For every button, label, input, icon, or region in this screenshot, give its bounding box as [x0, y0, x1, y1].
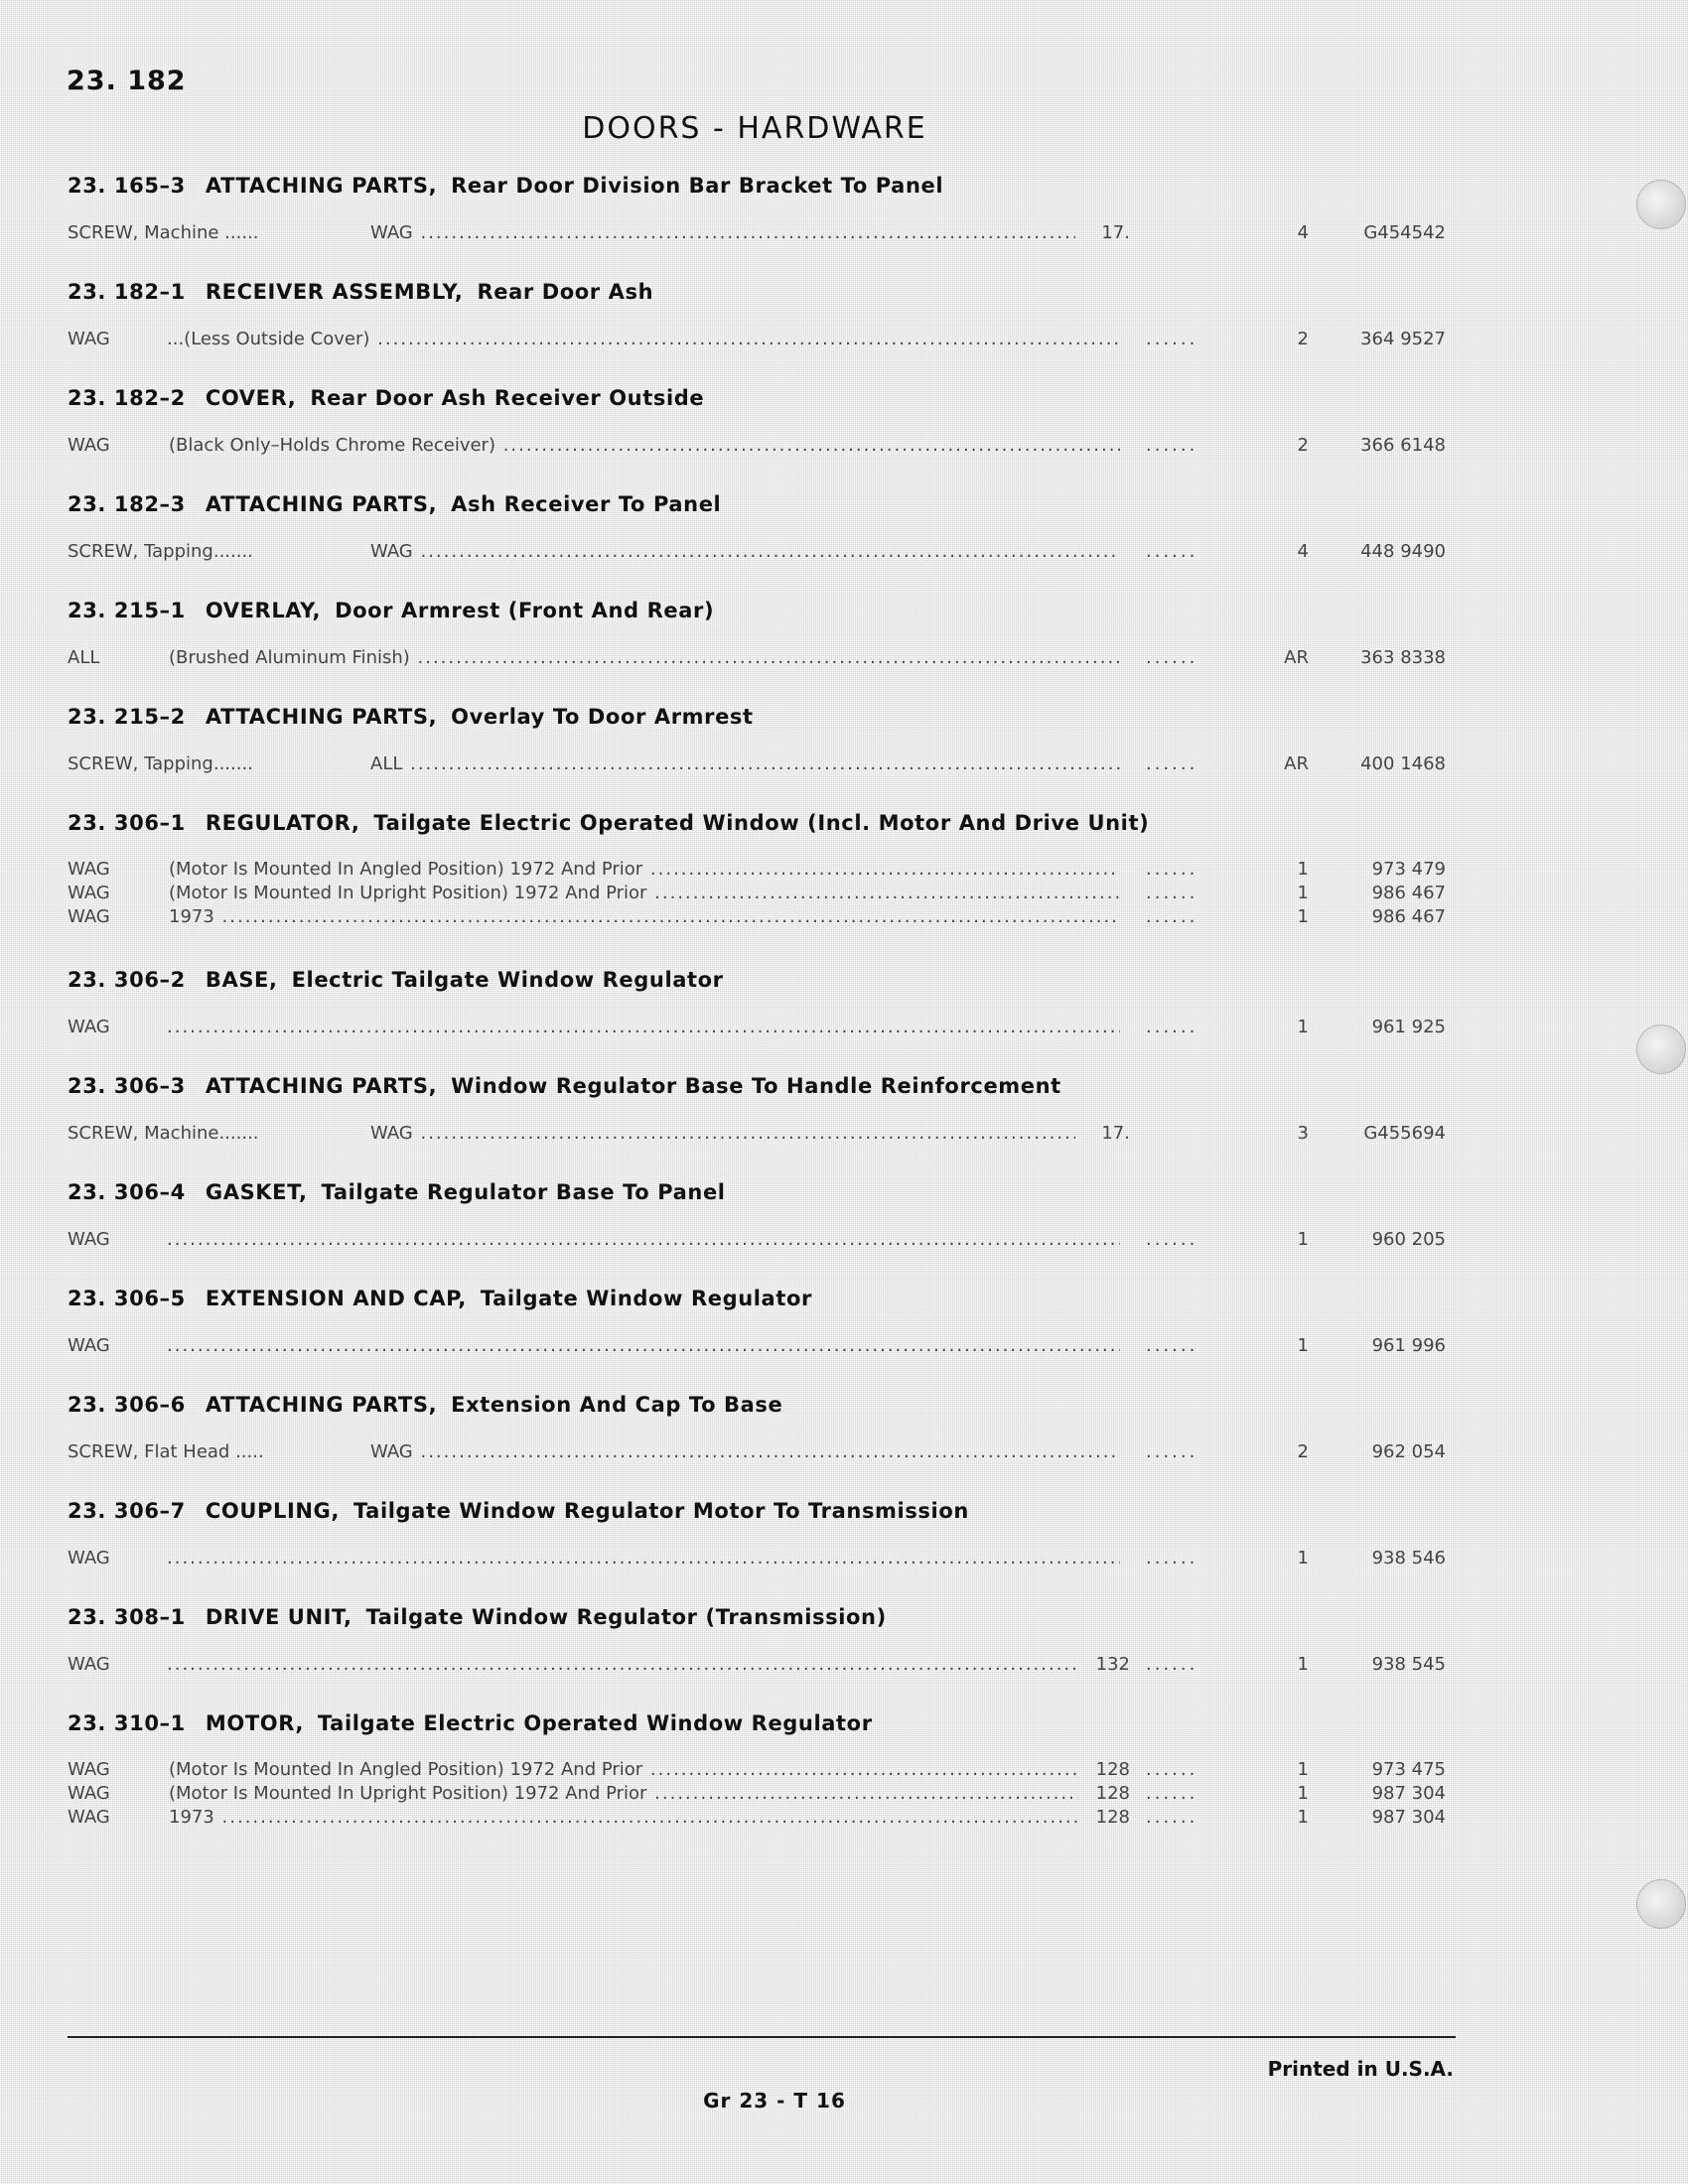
binder-hole-icon: [1636, 1879, 1686, 1929]
part-number: 987 304: [1371, 1807, 1446, 1828]
parts-group: [68, 1069, 1446, 1147]
group-number: 23. 182–1: [68, 280, 186, 304]
group-name: ATTACHING PARTS,: [205, 492, 438, 516]
quantity: 2: [1297, 1441, 1309, 1462]
group-description: Tailgate Regulator Base To Panel: [321, 1180, 726, 1204]
dots: ......: [1146, 859, 1198, 880]
model: WAG: [68, 1548, 110, 1569]
group-header: [68, 1282, 1388, 1315]
quantity: 1: [1297, 883, 1309, 903]
dots: ......: [1146, 329, 1198, 349]
group-number: 23. 306–5: [68, 1287, 186, 1310]
part-number: 938 546: [1371, 1548, 1446, 1569]
group-number: 23. 306–6: [68, 1393, 186, 1417]
group-name: COUPLING,: [205, 1499, 340, 1523]
group-description: Rear Door Ash: [477, 280, 654, 304]
part-row: [68, 1333, 1446, 1359]
quantity: AR: [1284, 753, 1309, 774]
group-number: 23. 215–2: [68, 705, 186, 729]
group-number: 23. 306–3: [68, 1074, 186, 1098]
group-number: 23. 306–2: [68, 968, 186, 992]
illustration-page: 132: [1095, 1654, 1130, 1675]
group-number: 23. 182–3: [68, 492, 186, 516]
part-number: 986 467: [1371, 906, 1446, 927]
footer-divider: [68, 2036, 1456, 2038]
parts-group: [68, 1282, 1446, 1359]
quantity: 1: [1297, 1654, 1309, 1675]
dots: ......: [1146, 1017, 1198, 1037]
part-row: [68, 433, 1446, 459]
quantity: 1: [1297, 1017, 1309, 1037]
quantity: 1: [1297, 1759, 1309, 1780]
part-number: 961 996: [1371, 1335, 1446, 1356]
group-header: [68, 1494, 1388, 1528]
part-number: 973 475: [1371, 1759, 1446, 1780]
model: WAG: [68, 435, 110, 456]
parts-group: [68, 963, 1446, 1040]
group-number: 23. 306–7: [68, 1499, 186, 1523]
description: [167, 1546, 1120, 1571]
description: WAG .....: [370, 1121, 1075, 1147]
parts-group: [68, 700, 1446, 777]
group-header: [68, 487, 1388, 521]
group-header: [68, 1069, 1388, 1103]
group-name: OVERLAY,: [205, 599, 322, 622]
group-header: [68, 806, 1388, 840]
dots: ......: [1146, 647, 1198, 668]
description: (Brushed Aluminum Finish) .....: [169, 645, 1120, 671]
part-row: [68, 1782, 1446, 1806]
part-row: [68, 645, 1446, 671]
group-description: Door Armrest (Front And Rear): [335, 599, 715, 622]
part-row: [68, 905, 1446, 929]
part-number: 962 054: [1371, 1441, 1446, 1462]
group-description: Tailgate Electric Operated Window (Incl. Motor And Drive Unit): [373, 811, 1150, 835]
part-number: 448 9490: [1360, 541, 1446, 562]
quantity: 1: [1297, 1783, 1309, 1804]
description: (Motor Is Mounted In Angled Position) 1972 And Prior .....: [169, 1758, 1078, 1782]
group-number: 23. 306–4: [68, 1180, 186, 1204]
description: (Motor Is Mounted In Upright Position) 1972 And Prior .....: [169, 882, 1120, 905]
model: WAG: [68, 329, 110, 349]
model: SCREW, Tapping.......: [68, 541, 253, 562]
group-number: 23. 215–1: [68, 599, 186, 622]
part-row: [68, 1227, 1446, 1253]
group-number: 23. 306–1: [68, 811, 186, 835]
quantity: 1: [1297, 1335, 1309, 1356]
dots: ......: [1146, 1441, 1198, 1462]
binder-hole-icon: [1636, 1024, 1686, 1074]
part-row: [68, 1121, 1446, 1147]
part-number: 960 205: [1371, 1229, 1446, 1250]
part-row: [68, 858, 1446, 882]
group-description: Window Regulator Base To Handle Reinforcement: [451, 1074, 1061, 1098]
parts-group: [68, 381, 1446, 459]
binder-hole-icon: [1636, 180, 1686, 229]
group-name: GASKET,: [205, 1180, 308, 1204]
part-number: G455694: [1363, 1123, 1446, 1144]
quantity: 2: [1297, 435, 1309, 456]
part-number: 364 9527: [1360, 329, 1446, 349]
group-header: [68, 1388, 1388, 1422]
part-row: [68, 1015, 1446, 1040]
part-row: [68, 751, 1446, 777]
description: (Motor Is Mounted In Upright Position) 1972 And Prior .....: [169, 1782, 1078, 1806]
model: ALL: [68, 647, 100, 668]
group-name: EXTENSION AND CAP,: [205, 1287, 467, 1310]
page-title: DOORS - HARDWARE: [582, 111, 927, 146]
group-number: 23. 308–1: [68, 1605, 186, 1629]
description: WAG .....: [370, 1439, 1120, 1465]
part-row: [68, 1439, 1446, 1465]
illustration-page: 17.: [1101, 222, 1130, 243]
parts-group: [68, 1600, 1446, 1678]
group-description: Rear Door Ash Receiver Outside: [310, 386, 705, 410]
dots: ......: [1146, 1335, 1198, 1356]
part-number: 400 1468: [1360, 753, 1446, 774]
parts-group: [68, 1388, 1446, 1465]
description: [167, 1333, 1120, 1359]
model: WAG: [68, 859, 110, 880]
description: (Black Only–Holds Chrome Receiver) .....: [169, 433, 1120, 459]
quantity: 1: [1297, 1807, 1309, 1828]
parts-group: [68, 1175, 1446, 1253]
group-description: Tailgate Window Regulator (Transmission): [365, 1605, 887, 1629]
group-name: ATTACHING PARTS,: [205, 1393, 438, 1417]
parts-group: [68, 275, 1446, 352]
group-description: Ash Receiver To Panel: [451, 492, 722, 516]
part-number: 961 925: [1371, 1017, 1446, 1037]
illustration-page: 128: [1095, 1807, 1130, 1828]
dots: ......: [1146, 1759, 1198, 1780]
group-number: 23. 310–1: [68, 1711, 186, 1735]
group-name: BASE,: [205, 968, 278, 992]
part-row: [68, 539, 1446, 565]
dots: ......: [1146, 1654, 1198, 1675]
part-number: 366 6148: [1360, 435, 1446, 456]
part-number: 363 8338: [1360, 647, 1446, 668]
group-description: Extension And Cap To Base: [451, 1393, 783, 1417]
description: (Motor Is Mounted In Angled Position) 1972 And Prior .....: [169, 858, 1120, 882]
group-name: REGULATOR,: [205, 811, 360, 835]
part-number: 938 545: [1371, 1654, 1446, 1675]
parts-group: [68, 1706, 1446, 1830]
dots: ......: [1146, 753, 1198, 774]
group-description: Tailgate Window Regulator: [480, 1287, 812, 1310]
group-description: Overlay To Door Armrest: [451, 705, 754, 729]
quantity: 1: [1297, 859, 1309, 880]
quantity: 1: [1297, 906, 1309, 927]
model: SCREW, Machine ......: [68, 222, 259, 243]
model: SCREW, Tapping.......: [68, 753, 253, 774]
parts-group: [68, 806, 1446, 929]
part-row: [68, 882, 1446, 905]
part-number: G454542: [1363, 222, 1446, 243]
dots: ......: [1146, 1807, 1198, 1828]
description: WAG .....: [370, 220, 1075, 246]
model: WAG: [68, 1783, 110, 1804]
description: 1973 .....: [169, 1806, 1078, 1830]
illustration-page: 17.: [1101, 1123, 1130, 1144]
quantity: 4: [1297, 222, 1309, 243]
quantity: 1: [1297, 1229, 1309, 1250]
group-description: Electric Tailgate Window Regulator: [291, 968, 724, 992]
parts-group: [68, 169, 1446, 246]
description: ...(Less Outside Cover) .....: [167, 327, 1120, 352]
description: [167, 1015, 1120, 1040]
group-header: [68, 1175, 1388, 1209]
dots: ......: [1146, 541, 1198, 562]
model: WAG: [68, 1807, 110, 1828]
group-name: ATTACHING PARTS,: [205, 1074, 438, 1098]
dots: ......: [1146, 883, 1198, 903]
part-number: 987 304: [1371, 1783, 1446, 1804]
dots: ......: [1146, 906, 1198, 927]
group-number: 23. 165–3: [68, 174, 186, 198]
part-row: [68, 327, 1446, 352]
part-row: [68, 1758, 1446, 1782]
parts-group: [68, 487, 1446, 565]
group-name: COVER,: [205, 386, 297, 410]
group-header: [68, 169, 1388, 203]
model: WAG: [68, 906, 110, 927]
quantity: 1: [1297, 1548, 1309, 1569]
quantity: 2: [1297, 329, 1309, 349]
model: WAG: [68, 1229, 110, 1250]
dots: ......: [1146, 1783, 1198, 1804]
group-header: [68, 1600, 1388, 1634]
model: WAG: [68, 1335, 110, 1356]
group-header: [68, 1706, 1388, 1740]
model: SCREW, Machine.......: [68, 1123, 259, 1144]
group-name: DRIVE UNIT,: [205, 1605, 352, 1629]
dots: ......: [1146, 435, 1198, 456]
part-row: [68, 1652, 1446, 1678]
parts-group: [68, 1494, 1446, 1571]
part-number: 973 479: [1371, 859, 1446, 880]
group-header: [68, 275, 1388, 309]
quantity: 4: [1297, 541, 1309, 562]
group-name: ATTACHING PARTS,: [205, 174, 438, 198]
group-description: Rear Door Division Bar Bracket To Panel: [451, 174, 944, 198]
model: WAG: [68, 1654, 110, 1675]
part-row: [68, 1546, 1446, 1571]
illustration-page: 128: [1095, 1759, 1130, 1780]
illustration-page: 128: [1095, 1783, 1130, 1804]
part-number: 986 467: [1371, 883, 1446, 903]
group-header: [68, 381, 1388, 415]
group-name: MOTOR,: [205, 1711, 304, 1735]
model: WAG: [68, 1017, 110, 1037]
group-name: RECEIVER ASSEMBLY,: [205, 280, 464, 304]
part-row: [68, 1806, 1446, 1830]
printed-in-note: Printed in U.S.A.: [1267, 2057, 1454, 2081]
group-header: [68, 700, 1388, 734]
group-header: [68, 963, 1388, 997]
dots: ......: [1146, 1229, 1198, 1250]
group-number: 23. 182–2: [68, 386, 186, 410]
model: WAG: [68, 883, 110, 903]
part-row: [68, 220, 1446, 246]
page-number: 23. 182: [67, 66, 187, 96]
dots: ......: [1146, 1548, 1198, 1569]
group-header: [68, 594, 1388, 627]
group-name: ATTACHING PARTS,: [205, 705, 438, 729]
description: [167, 1652, 1078, 1678]
description: 1973 .....: [169, 905, 1120, 929]
quantity: AR: [1284, 647, 1309, 668]
model: WAG: [68, 1759, 110, 1780]
description: WAG .....: [370, 539, 1120, 565]
group-description: Tailgate Window Regulator Motor To Transmission: [352, 1499, 969, 1523]
model: SCREW, Flat Head .....: [68, 1441, 264, 1462]
group-description: Tailgate Electric Operated Window Regulator: [317, 1711, 873, 1735]
description: ALL .....: [370, 751, 1120, 777]
parts-group: [68, 594, 1446, 671]
section-code: Gr 23 - T 16: [703, 2089, 846, 2113]
description: [167, 1227, 1120, 1253]
quantity: 3: [1297, 1123, 1309, 1144]
